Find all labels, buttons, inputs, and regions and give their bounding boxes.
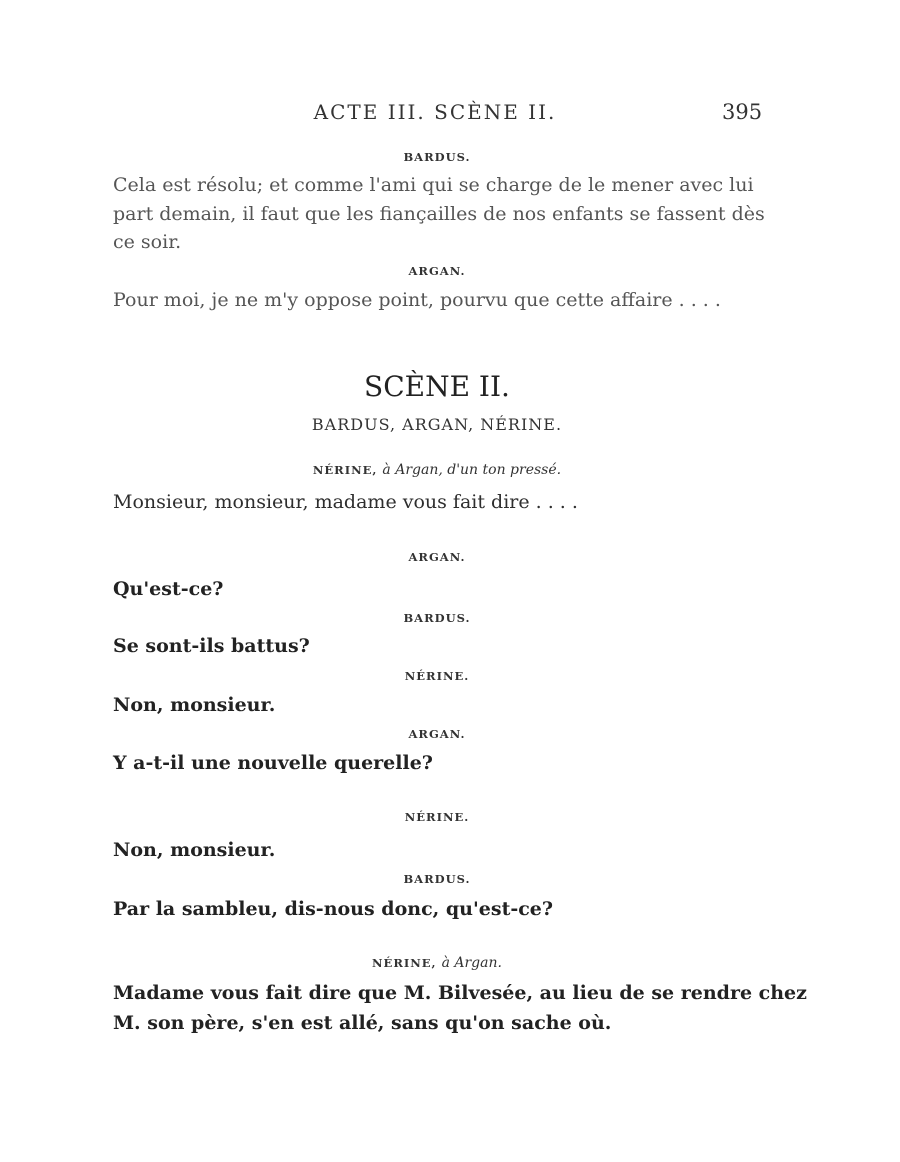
dialogue-line: part demain, il faut que les fiançailles de nos enfants se fassent dès: [113, 203, 765, 225]
scene-characters: BARDUS, ARGAN, NÉRINE.: [311, 415, 563, 434]
dialogue-line: Monsieur, monsieur, madame vous fait dire . . . .: [113, 491, 578, 513]
speaker-name: NÉRINE,: [312, 463, 378, 477]
dialogue-line: Non, monsieur.: [113, 839, 276, 861]
speaker-name: ARGAN.: [408, 550, 466, 564]
speaker-name: NÉRINE,: [372, 956, 437, 970]
speaker-name: NÉRINE.: [404, 810, 470, 824]
speaker-with-direction: [0, 955, 874, 971]
dialogue-line: M. son père, s'en est allé, sans qu'on sache où.: [113, 1012, 612, 1034]
dialogue-line: Madame vous fait dire que M. Bilvesée, au lieu de se rendre chez: [113, 982, 807, 1004]
dialogue-line: Se sont-ils battus?: [113, 635, 310, 657]
dialogue-line: Y a-t-il une nouvelle querelle?: [113, 752, 433, 774]
dialogue-line: Pour moi, je ne m'y oppose point, pourvu que cette affaire . . . .: [113, 289, 721, 311]
running-head-title: ACTE III. SCÈNE II.: [313, 100, 557, 124]
scene-title: SCÈNE II.: [364, 370, 510, 403]
dialogue-line: Par la sambleu, dis-nous donc, qu'est-ce?: [113, 898, 554, 920]
dialogue-line: ce soir.: [113, 231, 182, 253]
stage-direction: à Argan.: [441, 955, 502, 971]
speaker-name: BARDUS.: [403, 150, 471, 164]
speaker-name: ARGAN.: [408, 264, 466, 278]
speaker-name: NÉRINE.: [404, 669, 470, 683]
speaker-with-direction: [0, 462, 874, 478]
page-number: 395: [722, 100, 763, 124]
dialogue-line: Qu'est-ce?: [113, 578, 224, 600]
speaker-name: ARGAN.: [408, 727, 466, 741]
speaker-name: BARDUS.: [403, 611, 471, 625]
running-head: [0, 100, 900, 130]
speaker-name: BARDUS.: [403, 872, 471, 886]
stage-direction: à Argan, d'un ton pressé.: [382, 462, 562, 478]
dialogue-line: Cela est résolu; et comme l'ami qui se charge de le mener avec lui: [113, 174, 754, 196]
dialogue-line: Non, monsieur.: [113, 694, 276, 716]
